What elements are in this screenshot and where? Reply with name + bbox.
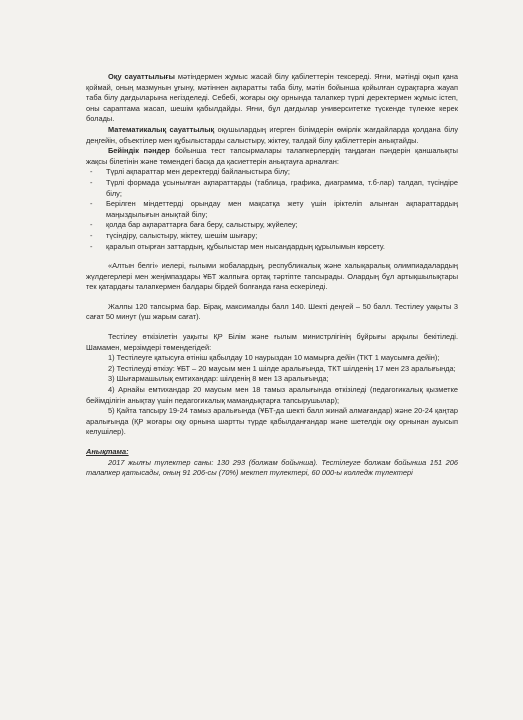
list-item: [86, 220, 458, 231]
list-item: [86, 242, 458, 253]
list-item-text: Берілген міндеттерді орындау мен мақсатқа жету үшін іріктеліп алынған ақпараттардың маңыздылығын анықтай білу;: [106, 199, 458, 219]
paragraph-test-overview: Жалпы 120 тапсырма бар. Бірақ, максималды балл 140. Шекті деңгей – 50 балл. Тестілеу уақыты 3 сағат 50 минут (үш жарым сағат).: [86, 301, 458, 322]
skills-list: [86, 167, 458, 252]
paragraph-schedule-intro: Тестілеу өткізілетін уақыты ҚР Білім және ғылым министрлігінің бұйрығы арқылы бекітіледі. Шамамен, мерзімдері төмендегідей:: [86, 332, 458, 352]
paragraph-math-literacy: [86, 125, 458, 146]
term-reading-literacy: Оқу сауаттылығы: [108, 72, 175, 81]
schedule-list: [86, 353, 458, 438]
list-item: [86, 231, 458, 242]
list-item: [86, 199, 458, 220]
schedule-item: 1) Тестілеуге қатысуға өтініш қабылдау 10 наурыздан 10 мамырға дейін (ТКТ 1 маусымға дейін);: [108, 353, 440, 363]
bullet-dash: -: [90, 199, 93, 209]
paragraph-text: оқушылардың игерген білімдерін өмірлік жағдайларда қолдана білу деңгейін, объектілер мен құбылыстарды салыстыру, жіктеу, талдай білу қабілеттерін анықтайды.: [86, 124, 459, 145]
list-item-text: Түрлі формада ұсынылған ақпараттарды (таблица, графика, диаграмма, т.б-лар) талдап, түсіндіре білу;: [106, 177, 458, 198]
paragraph-profile-subjects: [86, 146, 458, 167]
list-item: [86, 167, 458, 178]
paragraph-text: бойынша тест тапсырмалары талапкерлердің таңдаған пәндерін қаншалықты жақсы білетінін және төмендегі басқа да қасиеттерін анықтауға арналған:: [86, 146, 458, 166]
note-text: 2017 жылғы түлектер саны: 130 293 (болжам бойынша). Тестілеуге болжам бойынша 151 206 талапкер қатысады, оның 91 206-сы (70%) мектеп түлектері, 60 000-ы колледж түлектері: [86, 457, 458, 478]
list-item-text: қаралып отырған заттардың, құбылыстар мен нысандардың құрылымын көрсету.: [106, 241, 385, 251]
document-body: [86, 72, 458, 479]
list-item-text: түсіндіру, салыстыру, жіктеу, шешім шығару;: [106, 230, 258, 240]
list-item: [86, 178, 458, 199]
note-title: Анықтама:: [86, 447, 129, 456]
paragraph-reading-literacy: [86, 72, 458, 125]
schedule-item: 2) Тестілеуді өткізу: ҰБТ – 20 маусым мен 1 шілде аралығында, ТКТ шілденің 17 мен 23 аралығында;: [108, 363, 456, 373]
bullet-dash: -: [90, 167, 93, 177]
term-math-literacy: Математикалық сауаттылық: [108, 124, 215, 134]
bullet-dash: -: [90, 177, 93, 187]
schedule-item: 5) Қайта тапсыру 19-24 тамыз аралығында (ҰБТ-да шекті балл жинай алмағандар) және 20-24 қаңтар аралығында (ҚР жоғары оқу орнына шартты түрде қабылданғандар және шетелдік оқу орнынан ауысып келушілер).: [86, 406, 458, 437]
bullet-dash: -: [90, 230, 93, 240]
term-profile-subjects: Бейіндік пәндер: [108, 146, 170, 156]
bullet-dash: -: [90, 241, 93, 251]
paragraph-golden-badge: «Алтын белгі» иелері, ғылыми жобалардың, республикалық және халықаралық олимпиадалардың жүлдегерлері мен жеңімпаздары ҰБТ жалпыға ортақ тәртіпте тапсырады. Олардың бұл артықшылықтары тек қатардағы талапкермен балдары бірдей болғанда ғана ескеріледі.: [86, 261, 458, 292]
list-item-text: қолда бар ақпараттарға баға беру, салыстыру, жүйелеу;: [106, 220, 298, 230]
schedule-item: 4) Арнайы емтихандар 20 маусым мен 18 тамыз аралығында өткізіледі (педагогикалық қызметке бейімділігін анықтау үшін педагогикалық мамандықтарға тапсырушылар);: [86, 385, 458, 405]
schedule-item: 3) Шығармашылық емтихандар: шілденің 8 мен 13 аралығында;: [108, 374, 329, 384]
list-item-text: Түрлі ақпараттар мен деректерді байланыстыра білу;: [106, 167, 290, 177]
bullet-dash: -: [90, 220, 93, 230]
paragraph-text: мәтіндермен жұмыс жасай білу қабілеттерін тексереді. Яғни, мәтінді оқып қана қоймай, оның мазмунын ұғыну, мәтіннен ақпаратты таба білу, мәтін бойынша қойылған сұрақтарға жауап таба білу дағдыларына негізделеді. Себебі, жоғары оқу орнында талапкер түрлі деректермен жұмыс істеп, оны сараптама жасап, шешім қабылдайды. Яғни, бұл дағдылар университетке түскенде түлекке керек болады.: [86, 72, 458, 124]
